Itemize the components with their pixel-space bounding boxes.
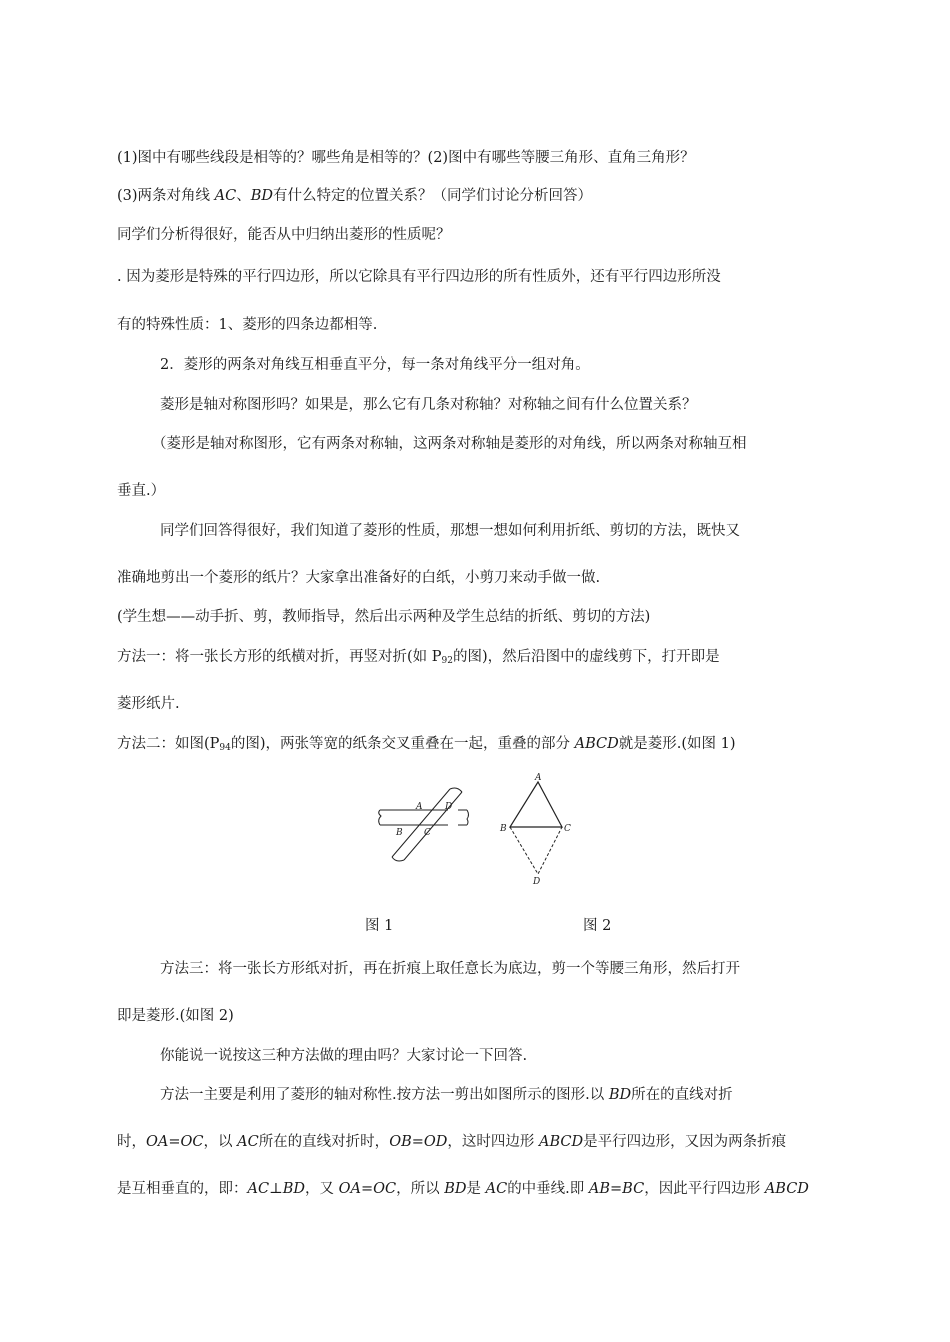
text: 方法一：将一张长方形的纸横对折，再竖对折(如 P: [117, 649, 442, 665]
text: 的中垂线.即: [507, 1181, 589, 1197]
figure-2-caption: 图 2: [583, 918, 612, 934]
math: ABCD: [764, 1181, 809, 1197]
text: ⊥: [269, 1181, 283, 1197]
text: 是互相垂直的，即：: [117, 1181, 248, 1197]
text: 、: [236, 188, 251, 204]
text: 有什么特定的位置关系？（同学们讨论分析回答）: [273, 188, 593, 204]
fig1-label-c: C: [424, 828, 431, 838]
page-ref: 94: [219, 743, 231, 753]
math: AC: [237, 1134, 259, 1150]
text: 方法一主要是利用了菱形的轴对称性.按方法一剪出如图所示的图形.以: [160, 1087, 609, 1103]
fig2-label-b: B: [500, 824, 507, 834]
text: 方法二：如图(P: [117, 736, 220, 752]
explanation-line-3: [117, 1177, 809, 1198]
explanation-line-2: [117, 1130, 786, 1151]
math: ABCD: [539, 1134, 584, 1150]
math-abcd: ABCD: [574, 736, 619, 752]
paragraph-line: 同学们分析得很好，能否从中归纳出菱形的性质呢？: [117, 227, 451, 243]
method-3-line: 方法三：将一张长方形纸对折，再在折痕上取任意长为底边，剪一个等腰三角形，然后打开: [160, 961, 740, 977]
math: AB=BC: [588, 1181, 645, 1197]
fig1-label-b: B: [396, 828, 403, 838]
text: ，以: [203, 1134, 238, 1150]
figure-2-folded-triangle: [498, 772, 578, 887]
text: 所在的直线对折: [631, 1087, 733, 1103]
fig2-label-c: C: [564, 824, 571, 834]
text: ，所以: [396, 1181, 445, 1197]
math: BD: [282, 1181, 305, 1197]
math: AC: [247, 1181, 270, 1197]
math: BD: [608, 1087, 632, 1103]
fig1-label-d: D: [445, 802, 453, 812]
page-ref: 92: [441, 656, 453, 666]
paragraph-line: 准确地剪出一个菱形的纸片？大家拿出准备好的白纸，小剪刀来动手做一做.: [117, 570, 601, 586]
paragraph-line: 即是菱形.(如图 2): [117, 1008, 234, 1024]
math: OB=OD: [389, 1134, 448, 1150]
text: ，因此平行四边形: [644, 1181, 765, 1197]
answer-line: （菱形是轴对称图形，它有两条对称轴，这两条对称轴是菱形的对角线，所以两条对称轴互相: [152, 436, 747, 452]
text: 所在的直线对折时，: [258, 1134, 390, 1150]
text: 时，: [117, 1134, 146, 1150]
answer-line: 垂直.）: [117, 483, 166, 499]
text: 是: [466, 1181, 486, 1197]
fig2-label-a: A: [535, 773, 542, 783]
property-2-line: 2．菱形的两条对角线互相垂直平分，每一条对角线平分一组对角。: [160, 357, 590, 373]
text: 就是菱形.(如图 1): [618, 736, 736, 752]
paragraph-line: 有的特殊性质：1、菱形的四条边都相等.: [117, 317, 378, 333]
figure-1-crossed-strips: [372, 785, 472, 865]
paragraph-line: 同学们回答得很好，我们知道了菱形的性质，那想一想如何利用折纸、剪切的方法，既快又: [160, 523, 740, 539]
math-bd: BD: [250, 188, 274, 204]
math: OA=OC: [146, 1134, 204, 1150]
question-line-2: [117, 184, 592, 205]
math: OA=OC: [338, 1181, 397, 1197]
paragraph-line: (学生想——动手折、剪，教师指导，然后出示两种及学生总结的折纸、剪切的方法): [117, 609, 651, 625]
explanation-line-1: [160, 1083, 733, 1104]
text: 是平行四边形，又因为两条折痕: [583, 1134, 787, 1150]
text: 的图)，两张等宽的纸条交叉重叠在一起，重叠的部分: [230, 736, 575, 752]
text: 的图)，然后沿图中的虚线剪下，打开即是: [452, 649, 720, 665]
paragraph-line: . 因为菱形是特殊的平行四边形，所以它除具有平行四边形的所有性质外，还有平行四边形所没: [117, 269, 721, 285]
fig1-label-a: A: [416, 802, 423, 812]
math-ac: AC: [214, 188, 237, 204]
paragraph-line: 菱形纸片.: [117, 696, 180, 712]
question-line: 你能说一说按这三种方法做的理由吗？大家讨论一下回答.: [160, 1048, 528, 1064]
math: AC: [485, 1181, 508, 1197]
question-line: 菱形是轴对称图形吗？如果是，那么它有几条对称轴？对称轴之间有什么位置关系？: [160, 397, 697, 413]
math: BD: [444, 1181, 467, 1197]
text: ，又: [305, 1181, 339, 1197]
method-1-line: [117, 645, 720, 666]
figure-1-caption: 图 1: [365, 918, 394, 934]
fig2-label-d: D: [533, 877, 541, 887]
method-2-line: [117, 732, 736, 753]
text: (3)两条对角线: [117, 188, 215, 204]
question-line-1: (1)图中有哪些线段是相等的？哪些角是相等的？(2)图中有哪些等腰三角形、直角三角形？: [117, 150, 695, 166]
text: ，这时四边形: [447, 1134, 540, 1150]
